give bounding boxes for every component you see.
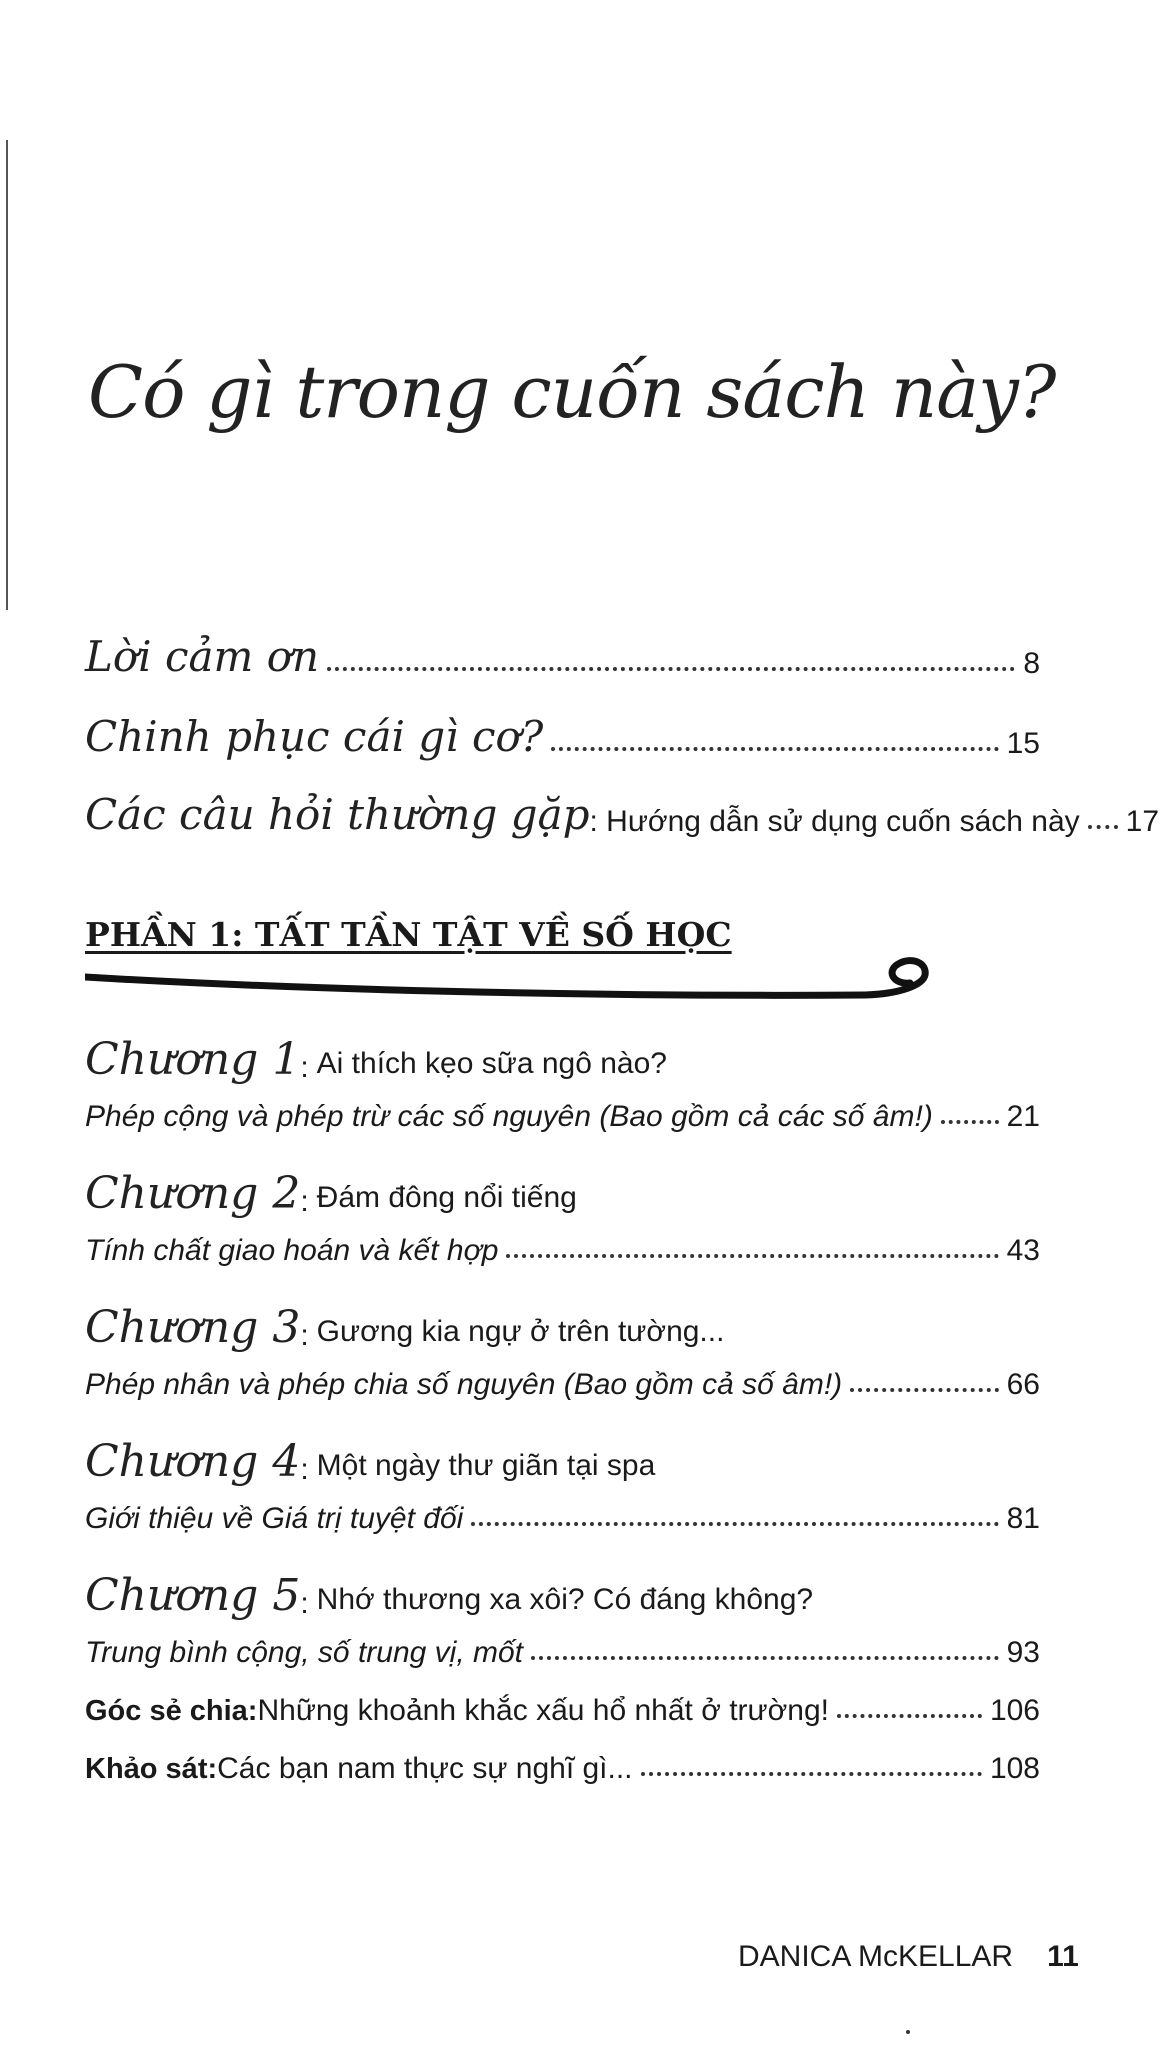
page-edge-line: [6, 140, 8, 610]
dot-leader: [1088, 825, 1118, 829]
chapter-subtitle: Phép cộng và phép trừ các số nguyên (Bao gồm cả các số âm!): [85, 1100, 933, 1133]
chapter-title: Gương kia ngự ở trên tường...: [316, 1315, 725, 1348]
dot-leader: [837, 1714, 982, 1718]
dot-leader: [941, 1120, 999, 1124]
extra-label: Khảo sát:: [85, 1753, 218, 1785]
chapter-4-heading[interactable]: [85, 1436, 655, 1487]
chapter-label: Chương 3: [85, 1302, 301, 1353]
chapter-label: Chương 4: [85, 1436, 301, 1487]
toc-entry-suffix: : Hướng dẫn sử dụng cuốn sách này: [589, 805, 1080, 838]
chapter-title: Đám đông nổi tiếng: [316, 1181, 577, 1214]
colon-separator: :: [300, 1185, 309, 1218]
chapter-subtitle: Phép nhân và phép chia số nguyên (Bao gồm cả số âm!): [85, 1368, 843, 1401]
toc-entry-survey[interactable]: [85, 1752, 1040, 1786]
colon-separator: :: [300, 1587, 309, 1620]
part-heading: PHẦN 1: TẤT TẦN TẬT VỀ SỐ HỌC: [85, 915, 732, 954]
chapter-2-entry[interactable]: [85, 1234, 1040, 1268]
dot-leader: [506, 1254, 998, 1258]
extra-label: Góc sẻ chia:: [85, 1695, 258, 1727]
dot-leader: [850, 1388, 998, 1392]
chapter-title: Một ngày thư giãn tại spa: [316, 1449, 656, 1482]
colon-separator: :: [300, 1051, 309, 1084]
chapter-3-entry[interactable]: [85, 1368, 1040, 1402]
footer-page-number: 11: [1047, 1940, 1079, 1973]
chapter-subtitle: Trung bình cộng, số trung vị, mốt: [85, 1636, 524, 1669]
toc-entry-sharing-corner[interactable]: [85, 1694, 1040, 1728]
toc-entry-label: Chinh phục cái gì cơ?: [85, 712, 544, 761]
toc-page-number: 21: [1006, 1100, 1040, 1133]
toc-entry-acknowledgements[interactable]: [85, 632, 1040, 681]
speck-mark: [906, 2030, 910, 2034]
part-swirl-divider: [85, 955, 955, 1015]
dot-leader: [531, 1656, 999, 1660]
toc-page-number: 8: [1023, 647, 1040, 680]
toc-page-number: 17: [1125, 805, 1160, 838]
extra-text: Các bạn nam thực sự nghĩ gì...: [217, 1752, 633, 1785]
chapter-title: Ai thích kẹo sữa ngô nào?: [316, 1047, 667, 1080]
chapter-subtitle: Tính chất giao hoán và kết hợp: [85, 1234, 499, 1267]
dot-leader: [327, 667, 1015, 671]
toc-entry-conquer[interactable]: [85, 712, 1040, 761]
toc-page-number: 93: [1006, 1636, 1040, 1669]
toc-page-number: 108: [989, 1752, 1040, 1785]
toc-page-number: 81: [1006, 1502, 1040, 1535]
dot-leader: [641, 1772, 982, 1776]
chapter-3-heading[interactable]: [85, 1302, 724, 1353]
toc-page-number: 15: [1006, 727, 1040, 760]
chapter-subtitle: Giới thiệu về Giá trị tuyệt đối: [85, 1502, 464, 1535]
dot-leader: [471, 1522, 998, 1526]
chapter-1-entry[interactable]: [85, 1100, 1040, 1134]
chapter-title: Nhớ thương xa xôi? Có đáng không?: [316, 1583, 814, 1616]
chapter-5-heading[interactable]: [85, 1570, 813, 1621]
toc-page-number: 66: [1006, 1368, 1040, 1401]
toc-entry-label: Lời cảm ơn: [85, 632, 320, 681]
chapter-label: Chương 5: [85, 1570, 301, 1621]
dot-leader: [551, 747, 998, 751]
toc-page-number: 106: [989, 1694, 1040, 1727]
chapter-4-entry[interactable]: [85, 1502, 1040, 1536]
chapter-1-heading[interactable]: [85, 1034, 667, 1085]
colon-separator: :: [300, 1453, 309, 1486]
toc-entry-faq[interactable]: [85, 790, 1160, 839]
extra-text: Những khoảnh khắc xấu hổ nhất ở trường!: [257, 1694, 829, 1727]
chapter-2-heading[interactable]: [85, 1168, 577, 1219]
colon-separator: :: [300, 1319, 309, 1352]
page-footer: [738, 1940, 1079, 1974]
page-title: Có gì trong cuốn sách này?: [88, 350, 1056, 434]
chapter-5-entry[interactable]: [85, 1636, 1040, 1670]
chapter-label: Chương 1: [85, 1034, 301, 1085]
chapter-label: Chương 2: [85, 1168, 301, 1219]
toc-page-number: 43: [1006, 1234, 1040, 1267]
toc-entry-label: Các câu hỏi thường gặp: [85, 790, 590, 839]
footer-author: DANICA McKELLAR: [738, 1940, 1014, 1973]
